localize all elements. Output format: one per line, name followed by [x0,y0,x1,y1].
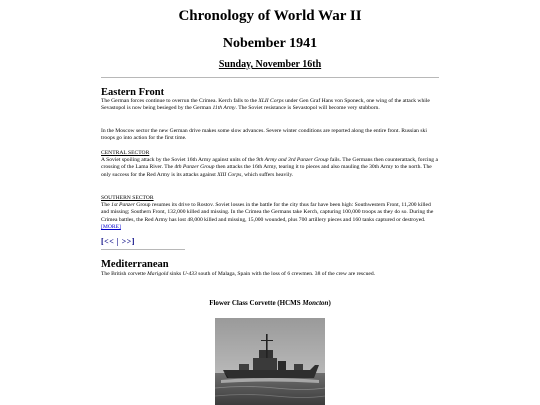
caption-suffix: ) [328,299,331,307]
italic-text: XLII Corps [258,98,284,104]
text-run: . The Soviet resistance is Sevastopol will become very stubborn. [235,105,380,112]
text-run: The German forces continue to overrun the Crimea. Kerch falls to the [101,98,259,104]
caption-ship-name: Moncton [302,299,329,307]
eastern-front-paragraph [101,98,439,113]
southern-sector-text [101,202,433,223]
nav-divider [101,249,185,250]
italic-text: U-433 [182,271,197,277]
date-heading: Sunday, November 16th [218,59,322,70]
page-subtitle: Nobember 1941 [222,36,318,51]
text-run: sinks [168,271,183,277]
southern-sector-paragraph [101,202,439,231]
nav-separator: | [116,237,120,246]
divider [101,77,439,78]
text-run: The [101,202,112,208]
text-run: The British corvette [101,271,148,277]
text-run: A Soviet spoiling attack by the Soviet 16th Army against units of the [101,157,257,163]
previous-day-link[interactable]: << [104,237,115,246]
text-run: , which suffers heavily. [241,171,294,178]
caption-prefix: Flower Class Corvette (HCMS [209,299,303,307]
eastern-front-moscow-paragraph: In the Moscow sector the new German drive makes some slow advances. Severe winter conditions are reported along the entire front. Russian ski troops go into action for the first time. [101,128,427,142]
text-run: then attacks the 16th Army, tearing it to pieces and also mauling the 30th Army to the north. The only success for the Red Army is its attacks against [101,164,432,178]
text-run: under Gen Graf Hans von Sponeck, one wing of the attack while Sevastopol is now being besieged by the German [101,98,430,112]
chronology-nav: [<< | >>] [101,237,135,246]
corvette-photo [215,318,325,405]
italic-text: Marigold [147,271,169,277]
more-link[interactable]: [MORE] [101,223,121,230]
section-heading-mediterranean: Mediterranean [101,259,169,270]
central-sector-paragraph [101,157,439,179]
italic-text: 4th Panzer Group [174,164,215,171]
text-run: Group resumes its drive to Rostov. Soviet losses in the battle for the city thus far have been high: Southwestern Front, 11,200 killed and missing; Southern Front, 132,000 killed and missing. In the Crimea the Germans take Kerch, capturing 100,000 troops as they do so. During the Crimea battles, the Red Army has lost 48,000 killed and missing, 15,000 wounded, plus 700 artillery pieces and 160 tanks captured or destroyed. [101,202,434,223]
italic-text: 1st Panzer [111,202,135,208]
text-run: fails. The Germans then counterattack, forcing a crossing of the Lama River. The [101,157,438,171]
central-sector-label: CENTRAL SECTOR [101,150,150,156]
photo-caption [0,299,540,307]
section-heading-eastern-front: Eastern Front [101,87,165,98]
italic-text: 9th Army and 3rd Panzer Group [256,157,329,163]
italic-text: XIII Corps [217,171,242,178]
next-day-link[interactable]: >> [121,237,132,246]
southern-sector-label: SOUTHERN SECTOR [101,195,154,201]
mediterranean-paragraph [101,271,439,278]
italic-text: 11th Army [212,105,236,112]
page-title: Chronology of World War II [178,8,362,24]
text-run: south of Malaga, Spain with the loss of 6 crewmen. 38 of the crew are rescued. [196,271,376,277]
